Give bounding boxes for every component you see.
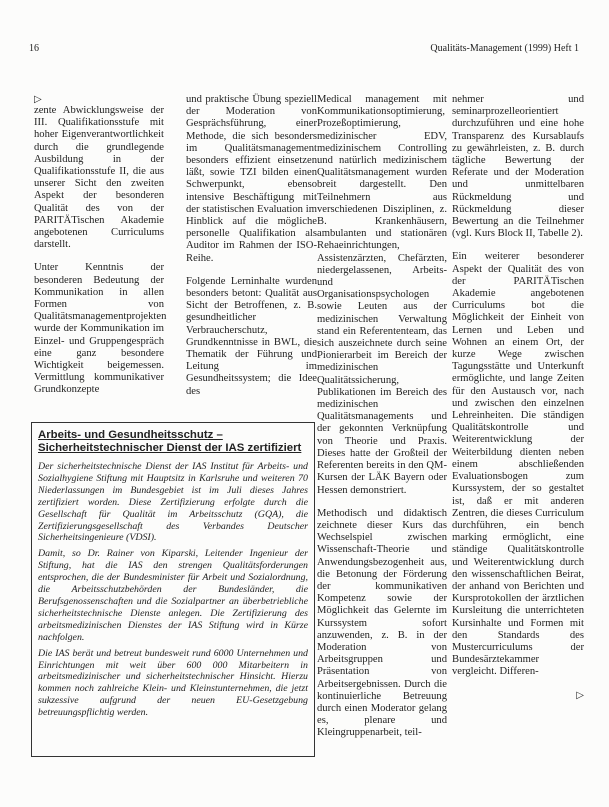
paragraph: Unter Kenntnis der besonderen Bedeutung der Kommunikation in allen Formen von Qualitätsmanagementprojekten wurde der Kommunikation im Einzel- und Gruppengespräch eine ganz besondere Wichtigkeit beigemessen. Vermittlung kommunikativer Grundkonzepte (34, 262, 167, 396)
box-paragraph: Der sicherheitstechnische Dienst der IAS Institut für Arbeits- und Sozialhygiene Stiftung mit Hauptsitz in Karlsruhe und weiteren 70 Niederlassungen im Bundesgebiet ist im Juli dieses Jahres zertifiziert worden. Diese Zertifizierung erfolgte durch die Gesellschaft für Qualität im Arbeitsschutz (GQA), die Zertifizierungsgesellschaft des Verbandes Deutscher Sicherheitsingenieure (VDSI). (38, 461, 308, 544)
box-paragraph: Die IAS berät und betreut bundesweit rund 6000 Unternehmen und Einrichtungen mit weit über 600 000 Mitarbeitern in arbeitsmedizinischer und sicherheitstechnischer Hinsicht. Hierzu kommen noch zahlreiche Klein- und Kleinstunternehmen, die jetzt sukzessive aufgrund der neuen EU-Gesetzgebung betreuungspflichtig werden. (38, 647, 308, 719)
paragraph: Medical management mit Kommunikationsoptimierung, Prozeßoptimierung, medizinischer EDV, medizinischem Controlling und natürlich medizinischem Qualitätsmanagement wurden breit dargestellt. Den Teilnehmern aus verschiedenen Disziplinen, z. B. Krankenhäusern, ambulanten und stationären Rehaeinrichtungen, Assistenzärzten, Chefärzten, niedergelassenen, Arbeits- und Organisationspsychologen sowie Leuten aus der medizinischen Verwaltung stand ein Referententeam, das sich auszeichnete durch seine Pionierarbeit im Bereich der medizinischen Qualitätssicherung, Publikationen im Bereich des medizinischen Qualitätsmanagements und der gekonnten Verknüpfung von Theorie und Praxis. Dieses hatte der Großteil der Referenten bereits in den QM-Kursen der LÄK Bayern oder Hessen demonstriert. (317, 94, 447, 496)
text-column-4 (452, 94, 584, 701)
continuation-arrow-icon: ▷ (34, 94, 42, 105)
paragraph: nehmer und seminarprozelleorientiert durchzuführen und eine hohe Transparenz des Kursablaufs zu gewährleisten, z. B. durch tägliche Bewertung der Referate und der Moderation und unmittelbaren Rückmeldung und Rückmeldung dieser Bewertung an die Teilnehmer (vgl. Kurs Block II, Tabelle 2). (452, 94, 584, 240)
box-title (38, 429, 308, 455)
page-number: 16 (29, 43, 39, 54)
paragraph: zente Abwicklungsweise der III. Qualifikationsstufe mit hoher Eigenverantwortlichkeit durch die grundlegende Ausbildung in der Qualifikationsstufe II, die aus unserer Sicht den zweiten Aspekt der besonderen Qualität des von der PARITÄTischen Akademie angebotenen Curriculums darstellt. (34, 105, 164, 251)
continuation-arrow-icon: ▷ (576, 689, 584, 701)
box-paragraph: Damit, so Dr. Rainer von Kiparski, Leitender Ingenieur der Stiftung, hat die IAS den strengen Qualitätsforderungen entsprochen, die der Bundesminister für Arbeit und Sozialordnung, die Arbeitsschutzbehörden der Bundesländer, die Berufsgenossenschaften und die Sozialpartner an überbetriebliche sicherheitstechnische Dienste anlegen. Die Zertifizierung des arbeitsmedizinischen Dienstes der IAS Stiftung wird in Kürze nachfolgen. (38, 548, 308, 643)
paragraph: Ein weiterer besonderer Aspekt der Qualität des von der PARITÄTischen Akademie angebotenen Curriculums bot die Möglichkeit der Einheit von Lernen und Leben und Wohnen an einem Ort, der kurze Wege zwischen Tagungsstätte und Unterkunft ermöglichte, und lange Zeiten für den Austausch vor, nach und zwischen den einzelnen Lehreinheiten. Die ständigen Qualitätskontrolle und Weiterentwicklung der Weiterbildung dienten neben einem abschließenden Evaluationsbogen zum Kurssystem, der so gestaltet ist, daß er mit anderen Zentren, die dieses Curriculum durchführen, ein bench marking ermöglicht, eine ständige Qualitätskontrolle und Weiterentwicklung durch den wissenschaftlichen Beirat, der anhand von Berichten und Kursprotokollen der ärztlichen Kursleitung die unterrichteten Kursinhalte und Formen mit den Standards des Mustercurriculums der Bundesärztekammer vergleicht. Differen- (452, 251, 584, 678)
text-column-1 (34, 94, 167, 408)
news-box (31, 422, 315, 757)
box-title-line: Sicherheitstechnischer Dienst der IAS zertifiziert (38, 442, 302, 454)
text-column-3 (317, 94, 447, 751)
text-column-2 (186, 94, 317, 409)
running-head: Qualitäts-Management (1999) Heft 1 (430, 43, 579, 54)
paragraph: Folgende Lerninhalte wurden besonders betont: Qualität aus Sicht der Betroffenen, z. B. gesundheitlicher Verbraucherschutz, Grundkenntnisse in BWL, die Thematik der Führung und Leitung im Gesundheitssystem; die Idee des (186, 275, 317, 397)
paragraph: Methodisch und didaktisch zeichnete dieser Kurs das Wechselspiel zwischen Wissenschaft-Theorie und Anwendungsbezogenheit aus, die Betonung der Förderung der kommunikativen Kompetenz sowie der Möglichkeit das Gelernte im Kurssystem sofort anzuwenden, z. B. in der Moderation von Arbeitsgruppen und Präsentation von Arbeitsergebnissen. Durch die kontinuierliche Betreuung durch einen Moderator gelang es, plenare und Kleingruppenarbeit, teil- (317, 507, 447, 739)
paragraph: und praktische Übung speziell der Moderation von Gesprächsführung, einer Methode, die sich besonders im Qualitätsmanagement besonders effizient einsetzen läßt, sowie TZI bilden einen Schwerpunkt, ebenso intensive Beschäftigung mit der statistischen Evaluation im Hinblick auf die mögliche personelle Qualifikation als Auditor im Rahmen der ISO-Reihe. (186, 94, 317, 264)
box-title-line: Arbeits- und Gesundheitsschutz – (38, 429, 223, 441)
